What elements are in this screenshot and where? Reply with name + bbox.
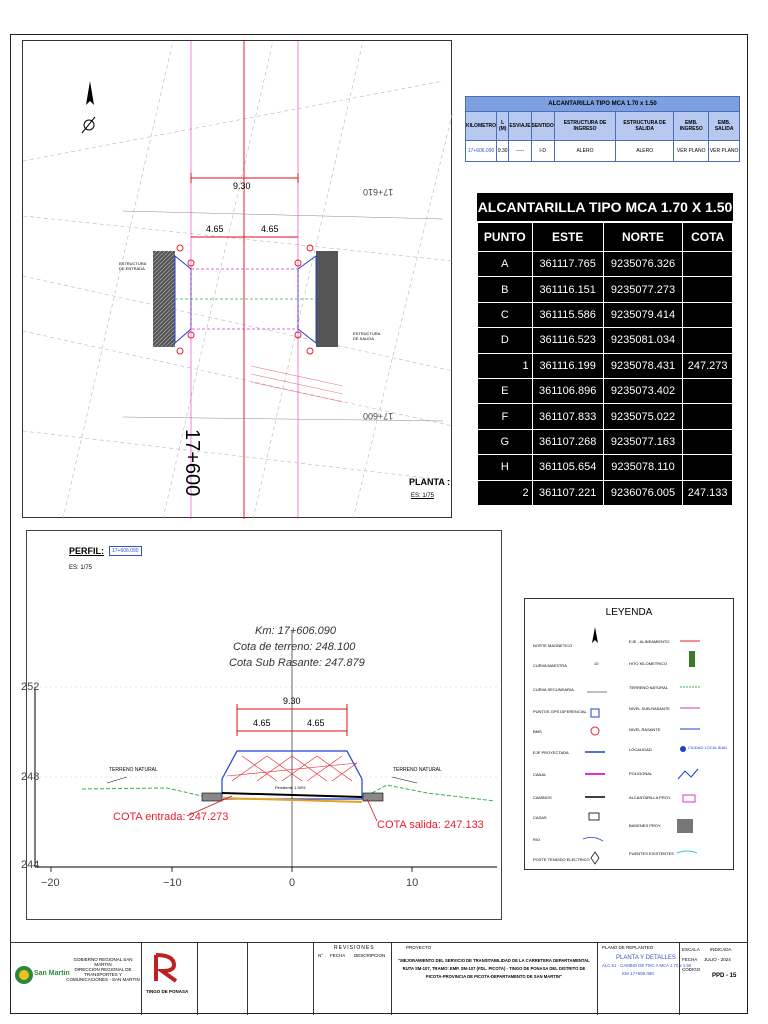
legend-locality-label: CIUDAD LOCALIDAD — [688, 745, 728, 750]
profile-dim-left: 4.65 — [253, 718, 271, 728]
legend-item: BMS — [533, 729, 542, 734]
coordinate-cota-cell — [683, 404, 733, 429]
legend-item: CASAS — [533, 815, 547, 820]
coordinate-row — [478, 404, 733, 429]
summary-header: ESVIAJE — [509, 112, 531, 141]
company-name: TINGO DE PONASA — [146, 989, 189, 994]
coordinate-este-cell: 361116.523 — [532, 328, 603, 353]
coordinate-norte-cell: 9235076.326 — [603, 252, 683, 277]
coordinate-norte-cell: 9235078.110 — [603, 455, 683, 480]
coordinate-punto-cell: D — [478, 328, 533, 353]
legend-item: CURVA SECUNDARIA — [533, 687, 574, 692]
summary-header: ESTRUCTURA DE INGRESO — [554, 112, 615, 141]
summary-cell: ----- — [509, 141, 531, 162]
revision-col: N° — [318, 953, 324, 958]
coordinate-este-cell: 361117.765 — [532, 252, 603, 277]
coordinate-punto-cell: A — [478, 252, 533, 277]
profile-view — [21, 530, 502, 920]
culvert-summary-table — [465, 96, 740, 162]
sheet-info-box — [680, 943, 748, 1015]
title-block-approvals — [248, 943, 314, 1015]
revision-col: FECHA — [330, 953, 346, 958]
coordinate-cota-cell: 247.273 — [683, 353, 733, 378]
plan-km: KM 17+606.090 — [622, 971, 654, 976]
coord-header: COTA — [683, 223, 733, 252]
project-label: PROYECTO — [406, 945, 432, 950]
bridge-symbol-icon — [677, 851, 697, 853]
profile-km: Km: 17+606.090 — [255, 625, 337, 637]
coordinate-norte-cell: 9235075.022 — [603, 404, 683, 429]
plan-subtitle: ALC 51 - CAMBIO DE TMC A MCA 1.70 x 1.50 — [602, 963, 692, 968]
y-tick: 248 — [21, 771, 40, 783]
project-text: "MEJORAMIENTO DEL SERVICIO DE TRANSITABILIDAD DE LA CARRETERA DEPARTAMENTAL RUTA SM-107, TRAMO: EMP. SM-107 (FDL. PICOTA) - TINGO DE PONASA DEL DISTRITO DE PICOTA-PROVINCIA DE PICOTA-DEPARTAMENTO DE SAN MARTIN" — [398, 958, 590, 979]
coordinate-cota-cell — [683, 252, 733, 277]
company-logo-icon — [150, 951, 190, 985]
plan-dim-total: 9.30 — [233, 181, 251, 191]
culvert-symbol-icon — [683, 795, 695, 802]
plan-scale: ES: 1/75 — [411, 493, 435, 499]
summary-header: EMB. INGRESO — [674, 112, 709, 141]
title-block — [10, 942, 748, 1014]
summary-caption: ALCANTARILLA TIPO MCA 1.70 x 1.50 — [466, 97, 740, 112]
revisions-box — [314, 943, 392, 1015]
subgrade-elevation: Cota Sub Rasante: 247.879 — [229, 657, 365, 669]
coordinate-row — [478, 328, 733, 353]
summary-cell: VER PLANO — [674, 141, 709, 162]
revisions-title: REVISIONES — [334, 945, 375, 951]
bm-symbol-icon — [591, 727, 599, 735]
summary-cell: VER PLANO — [709, 141, 740, 162]
plan-dim-right: 4.65 — [261, 224, 279, 234]
terrain-left-line — [82, 788, 222, 796]
coordinate-row — [478, 353, 733, 378]
coordinate-este-cell: 361116.199 — [532, 353, 603, 378]
legend-item: EJE - ALINEAMIENTO — [629, 639, 670, 644]
legend-item: PUENTES EXISTENTES — [629, 851, 674, 856]
coordinate-punto-cell: F — [478, 404, 533, 429]
legend-item: POSTE TENDIDO ELECTRICO — [533, 857, 590, 862]
terrain-left-label: TERRENO NATURAL — [109, 767, 158, 773]
legend-item: TERRENO NATURAL — [629, 685, 669, 690]
coordinate-norte-cell: 9235081.034 — [603, 328, 683, 353]
x-tick: −20 — [41, 877, 60, 889]
summary-cell: ALERO — [616, 141, 674, 162]
legend-item: NIVEL RASANTE — [629, 727, 661, 732]
legend-item: CANAL — [533, 772, 547, 777]
coord-header: ESTE — [532, 223, 603, 252]
locality-symbol-icon — [680, 746, 686, 752]
legend-item: EJE PROYECTADA — [533, 750, 569, 755]
coordinate-cota-cell — [683, 429, 733, 454]
region-logo-text: San Martin — [34, 970, 70, 977]
legend-item: CAMINOS — [533, 795, 552, 800]
coordinate-punto-cell: 1 — [478, 353, 533, 378]
summary-header: SENTIDO — [531, 112, 554, 141]
profile-dim-right: 4.65 — [307, 718, 325, 728]
title-block-signatures — [198, 943, 248, 1015]
outlet-elevation: COTA salida: 247.133 — [377, 819, 484, 831]
region-logo-icon — [14, 963, 54, 993]
date-label: FECHA — [682, 957, 698, 962]
date-value: JULIO - 2024 — [704, 957, 731, 962]
coordinate-punto-cell: B — [478, 277, 533, 302]
summary-header: EMB. SALIDA — [709, 112, 740, 141]
north-arrow-icon — [82, 81, 95, 133]
legend-item: NIVEL SUB-RASANTE — [629, 706, 670, 711]
legend-curve-label: 10 — [594, 661, 599, 666]
coordinate-punto-cell: C — [478, 302, 533, 327]
legend-item: LOCALIDAD — [629, 747, 652, 752]
plan-station-main: 17+600 — [181, 429, 203, 497]
inlet-elevation: COTA entrada: 247.273 — [113, 811, 229, 823]
terrain-right-line — [372, 785, 495, 801]
coordinate-punto-cell: H — [478, 455, 533, 480]
legend-item: NORTE MAGNETICO — [533, 643, 573, 648]
x-tick: −10 — [163, 877, 182, 889]
gps-symbol-icon — [591, 709, 599, 717]
project-box — [392, 943, 598, 1015]
slope-label: Pendiente 1.50% — [275, 785, 306, 790]
milestone-symbol-icon — [689, 651, 695, 667]
summary-cell: I-D — [531, 141, 554, 162]
ford-symbol-icon — [677, 819, 693, 833]
title-block-region — [10, 943, 142, 1015]
legend-item: HITO KILOMETRICO — [629, 661, 668, 666]
scale-value: INDICADA — [710, 947, 732, 952]
outlet-label: ESTRUCTURA DE SALIDA — [353, 331, 381, 341]
coord-header: PUNTO — [478, 223, 533, 252]
y-tick: 252 — [21, 681, 40, 693]
y-tick: 244 — [21, 859, 40, 871]
plan-drawing — [23, 41, 453, 519]
coordinate-punto-cell: E — [478, 378, 533, 403]
north-symbol-icon — [592, 627, 598, 643]
summary-header: ESTRUCTURA DE SALIDA — [616, 112, 674, 141]
legend-item: CURVA MAESTRA — [533, 663, 567, 668]
ground-elevation: Cota de terreno: 248.100 — [233, 641, 356, 653]
profile-km-tag: 17+606.090 — [109, 546, 142, 556]
summary-cell: ALERO — [554, 141, 615, 162]
coordinate-este-cell: 361107.268 — [532, 429, 603, 454]
coordinate-este-cell: 361115.586 — [532, 302, 603, 327]
terrain-right-label: TERRENO NATURAL — [393, 767, 442, 773]
scale-label: ESCALA — [682, 947, 700, 952]
coord-header: NORTE — [603, 223, 683, 252]
revision-col: DESCRIPCION — [354, 953, 386, 958]
coordinate-row — [478, 277, 733, 302]
title-block-company — [142, 943, 198, 1015]
plan-station-top: 17+610 — [363, 187, 394, 197]
coordinate-row — [478, 480, 733, 505]
coordinate-cota-cell: 247.133 — [683, 480, 733, 505]
coordinate-norte-cell: 9235073.402 — [603, 378, 683, 403]
culvert-profile — [202, 751, 383, 802]
coordinate-este-cell: 361106.896 — [532, 378, 603, 403]
coordinate-cota-cell — [683, 302, 733, 327]
coordinate-norte-cell: 9236076.005 — [603, 480, 683, 505]
code-label: CODIGO — [682, 967, 701, 972]
coordinate-norte-cell: 9235079.414 — [603, 302, 683, 327]
region-direction: DIRECCION REGIONAL DE TRANSPORTES Y COMUNICACIONES - SAN MARTIN — [66, 967, 140, 982]
legend-item: BADENES PROY. — [629, 823, 662, 828]
sheet-number: PPD - 15 — [712, 973, 737, 979]
coordinate-row — [478, 302, 733, 327]
coordinate-row — [478, 429, 733, 454]
coordinate-norte-cell: 9235077.163 — [603, 429, 683, 454]
region-name: GOBIERNO REGIONAL SAN MARTIN — [73, 957, 133, 967]
coordinate-table — [477, 193, 733, 506]
plan-name-label: PLANO DE REPLANTEO — [602, 945, 654, 950]
x-tick: 0 — [289, 877, 296, 889]
coordinate-row — [478, 378, 733, 403]
plan-name: PLANTA Y DETALLES — [616, 955, 676, 961]
coordinate-cota-cell — [683, 455, 733, 480]
coordinate-cota-cell — [683, 328, 733, 353]
plan-view-title: PLANTA : — [409, 477, 450, 487]
pole-symbol-icon — [591, 852, 599, 864]
coordinate-este-cell: 361116.151 — [532, 277, 603, 302]
inlet-label: ESTRUCTURA DE ENTRADA — [119, 261, 147, 271]
coordinate-punto-cell: 2 — [478, 480, 533, 505]
coordinate-row — [478, 455, 733, 480]
coordinate-punto-cell: G — [478, 429, 533, 454]
summary-cell: 9.30 — [497, 141, 509, 162]
coordinate-este-cell: 361107.833 — [532, 404, 603, 429]
plan-view — [22, 40, 452, 518]
summary-cell: 17+606.090 — [466, 141, 497, 162]
plan-dim-left: 4.65 — [206, 224, 224, 234]
coordinate-row — [478, 252, 733, 277]
legend-item: RIO — [533, 837, 541, 842]
culvert-plan — [153, 245, 338, 354]
profile-scale: ES: 1/75 — [69, 565, 93, 571]
profile-dim-total: 9.30 — [283, 696, 301, 706]
coordinate-este-cell: 361105.654 — [532, 455, 603, 480]
summary-header: L (M) — [497, 112, 509, 141]
coordinate-norte-cell: 9235078.431 — [603, 353, 683, 378]
profile-title: PERFIL: — [69, 546, 104, 556]
plan-station-bottom: 17+600 — [363, 411, 394, 421]
coordinate-cota-cell — [683, 378, 733, 403]
legend — [524, 598, 734, 870]
summary-header: KILOMETRO — [466, 112, 497, 141]
coordinate-cota-cell — [683, 277, 733, 302]
legend-item: POLIGONAL — [629, 771, 653, 776]
coordinate-table-title: ALCANTARILLA TIPO MCA 1.70 X 1.50 — [477, 193, 733, 222]
house-symbol-icon — [589, 813, 599, 820]
legend-item: ALCANTARILLA PROY. — [629, 795, 672, 800]
legend-item: PUNTOS GPS DIFERENCIAL — [533, 709, 587, 714]
legend-title: LEYENDA — [605, 607, 653, 618]
x-tick: 10 — [406, 877, 419, 889]
coordinate-norte-cell: 9235077.273 — [603, 277, 683, 302]
coordinate-este-cell: 361107.221 — [532, 480, 603, 505]
